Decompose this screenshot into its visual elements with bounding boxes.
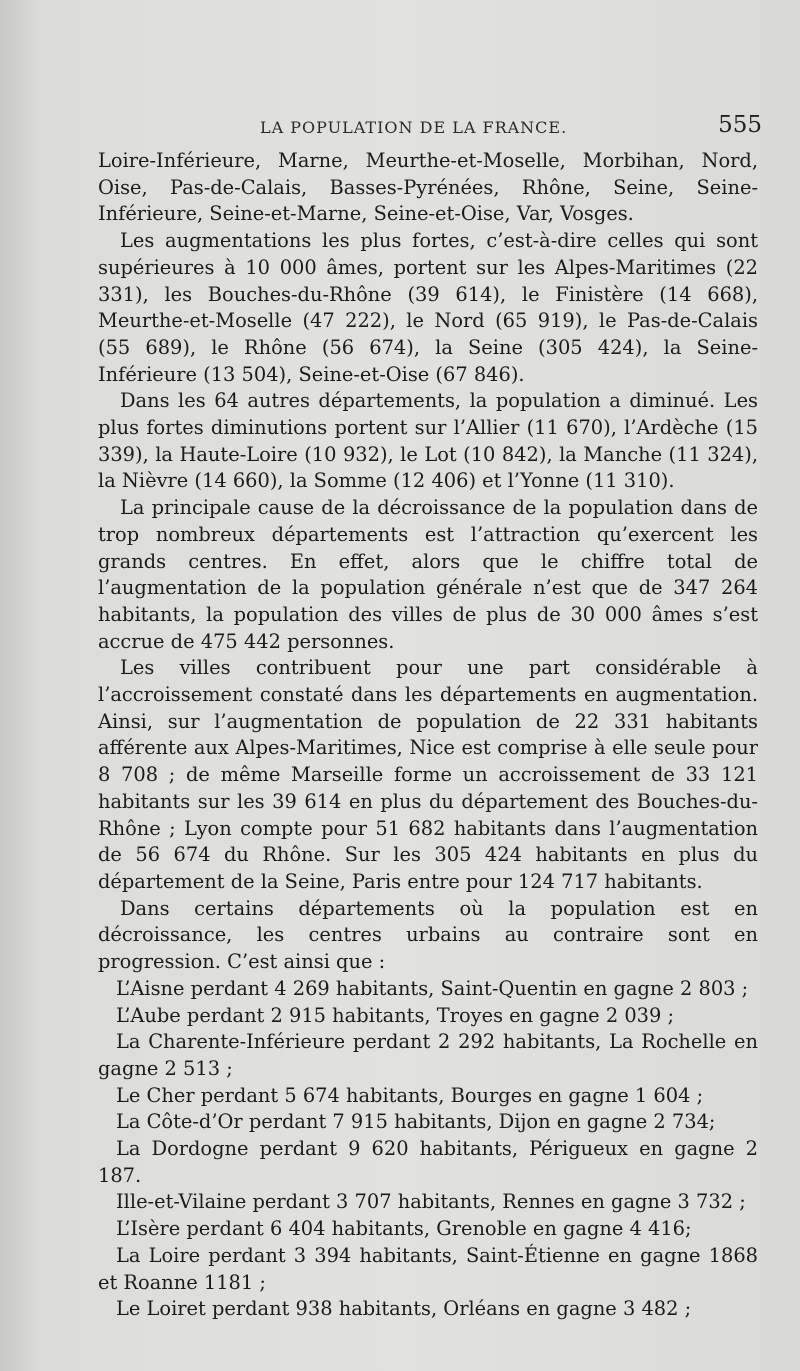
list-item: La Côte-d’Or perdant 7 915 habitants, Dijon en gagne 2 734; xyxy=(116,1110,716,1134)
list-item: L’Aube perdant 2 915 habitants, Troyes en gagne 2 039 ; xyxy=(116,1003,675,1027)
list-item: Ille-et-Vilaine perdant 3 707 habitants, Rennes en gagne 3 732 ; xyxy=(116,1190,746,1214)
paragraph: Les villes contribuent pour une part considérable à l’accroissement constaté dans les départements en augmentation. Ainsi, sur l’augmentation de population de 22 331 habitants afférente aux Alpes-Maritimes, Nice est comprise à elle seule pour 8 708 ; de même Marseille forme un accroissement de 33 121 habitants sur les 39 614 en plus du département des Bouches-du-Rhône ; Lyon compte pour 51 682 habitants dans l’augmentation de 56 674 du Rhône. Sur les 305 424 habitants en plus du département de la Seine, Paris entre pour 124 717 habitants. xyxy=(98,656,758,893)
running-title: LA POPULATION DE LA FRANCE. xyxy=(260,118,568,137)
paragraph-continued: Loire-Inférieure, Marne, Meurthe-et-Moselle, Morbihan, Nord, Oise, Pas-de-Calais, Basses-Pyrénées, Rhône, Seine, Seine-Inférieure, Seine-et-Marne, Seine-et-Oise, Var, Vosges. xyxy=(98,149,758,226)
paragraph: Dans les 64 autres départements, la population a diminué. Les plus fortes diminutions portent sur l’Allier (11 670), l’Ardèche (15 339), la Haute-Loire (10 932), le Lot (10 842), la Manche (11 324), la Nièvre (14 660), la Somme (12 406) et l’Yonne (11 310). xyxy=(98,389,758,493)
paragraph: La principale cause de la décroissance de la population dans de trop nombreux départements est l’attraction qu’exercent les grands centres. En effet, alors que le chiffre total de l’augmentation de la population générale n’est que de 347 264 habitants, la population des villes de plus de 30 000 âmes s’est accrue de 475 442 personnes. xyxy=(98,496,758,653)
list-item: La Charente-Inférieure perdant 2 292 habitants, La Rochelle en gagne 2 513 ; xyxy=(98,1030,758,1080)
list-item: Le Cher perdant 5 674 habitants, Bourges en gagne 1 604 ; xyxy=(116,1083,704,1107)
running-header xyxy=(100,112,762,148)
list-item: La Loire perdant 3 394 habitants, Saint-Étienne en gagne 1868 et Roanne 1181 ; xyxy=(98,1243,758,1294)
body-text xyxy=(98,148,758,1323)
list-item: L’Aisne perdant 4 269 habitants, Saint-Quentin en gagne 2 803 ; xyxy=(116,976,749,1000)
list-item: Le Loiret perdant 938 habitants, Orléans en gagne 3 482 ; xyxy=(116,1297,692,1321)
paragraph: Dans certains départements où la population est en décroissance, les centres urbains au contraire sont en progression. C’est ainsi que : xyxy=(98,896,758,974)
paragraph: Les augmentations les plus fortes, c’est-à-dire celles qui sont supérieures à 10 000 âmes, portent sur les Alpes-Maritimes (22 331), les Bouches-du-Rhône (39 614), le Finistère (14 668), Meurthe-et-Moselle (47 222), le Nord (65 919), le Pas-de-Calais (55 689), le Rhône (56 674), la Seine (305 424), la Seine-Inférieure (13 504), Seine-et-Oise (67 846). xyxy=(98,229,758,386)
page-number: 555 xyxy=(718,112,762,138)
list-item: L’Isère perdant 6 404 habitants, Grenoble en gagne 4 416; xyxy=(116,1217,692,1241)
list-item: La Dordogne perdant 9 620 habitants, Périgueux en gagne 2 187. xyxy=(98,1137,758,1187)
